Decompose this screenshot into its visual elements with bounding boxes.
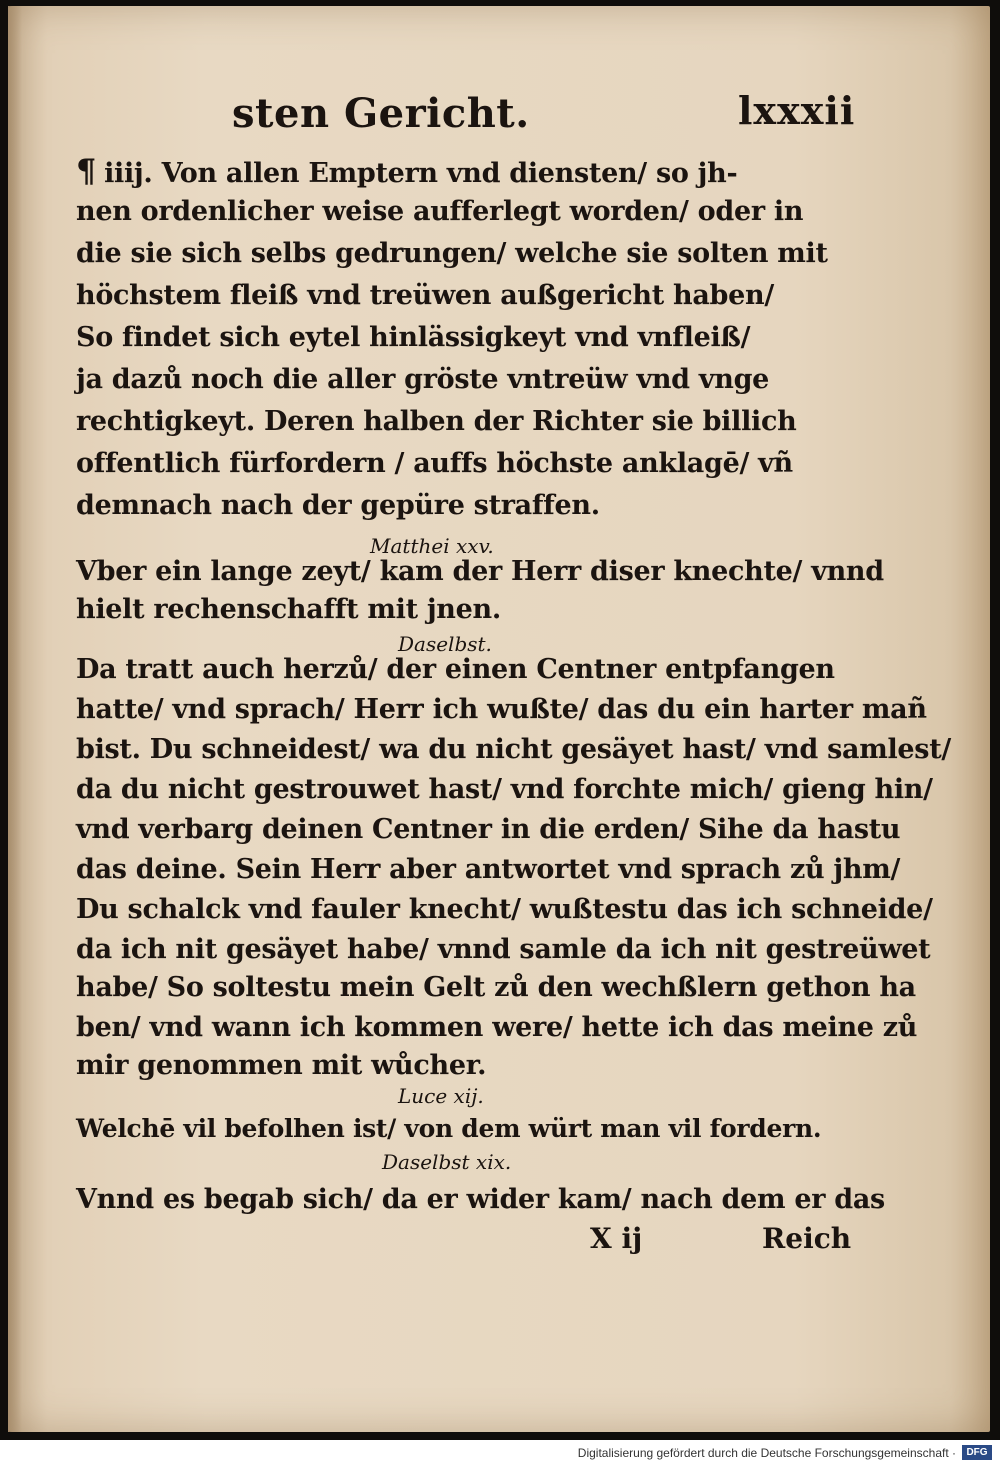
text-line: habe/ So soltestu mein Gelt zů den wechßlern gethon ha xyxy=(76,972,916,1003)
signature-mark: X ij xyxy=(590,1222,643,1255)
dfg-logo: DFG xyxy=(962,1445,992,1460)
text-line: nen ordenlicher weise aufferlegt worden/ oder in xyxy=(76,196,804,227)
pilcrow-mark: ¶ xyxy=(76,152,97,190)
catchword: Reich xyxy=(762,1222,852,1255)
text-line: höchstem fleiß vnd treüwen außgericht haben/ xyxy=(76,280,774,311)
text-line: demnach nach der gepüre straffen. xyxy=(76,490,600,521)
folio-number: lxxxii xyxy=(738,88,856,133)
running-title: sten Gericht. xyxy=(232,90,530,137)
text-line: Vnnd es begab sich/ da er wider kam/ nach dem er das xyxy=(76,1184,885,1215)
text-line: mir genommen mit wůcher. xyxy=(76,1050,487,1081)
text-line: rechtigkeyt. Deren halben der Richter sie billich xyxy=(76,406,797,437)
text-line: hatte/ vnd sprach/ Herr ich wußte/ das du ein harter mañ xyxy=(76,694,927,725)
scripture-reference: Luce xij. xyxy=(398,1084,484,1108)
text-line: offentlich fürfordern / auffs höchste anklagē/ vñ xyxy=(76,448,793,479)
footer-bar xyxy=(0,1440,1000,1466)
scripture-reference: Matthei xxv. xyxy=(370,534,494,558)
text-line: ja dazů noch die aller gröste vntreüw vnd vnge xyxy=(76,364,770,395)
text-line: ¶ iiij. Von allen Emptern vnd diensten/ so jh- xyxy=(76,152,738,190)
text-line: hielt rechenschafft mit jnen. xyxy=(76,594,501,625)
text-line: vnd verbarg deinen Centner in die erden/ Sihe da hastu xyxy=(76,814,901,845)
scripture-reference: Daselbst. xyxy=(398,632,492,656)
text-line: die sie sich selbs gedrungen/ welche sie solten mit xyxy=(76,238,828,269)
scripture-reference: Daselbst xix. xyxy=(382,1150,512,1174)
text-line: das deine. Sein Herr aber antwortet vnd sprach zů jhm/ xyxy=(76,854,901,885)
text-line: ben/ vnd wann ich kommen were/ hette ich das meine zů xyxy=(76,1012,918,1043)
text-line: So findet sich eytel hinlässigkeyt vnd vnfleiß/ xyxy=(76,322,751,353)
text-line: da du nicht gestrouwet hast/ vnd forchte mich/ gieng hin/ xyxy=(76,774,933,805)
text-line: Vber ein lange zeyt/ kam der Herr diser knechte/ vnnd xyxy=(76,556,884,587)
digitization-credit: Digitalisierung gefördert durch die Deutsche Forschungsgemeinschaft · xyxy=(577,1446,956,1460)
text-line: Da tratt auch herzů/ der einen Centner entpfangen xyxy=(76,654,835,685)
text-line: bist. Du schneidest/ wa du nicht gesäyet hast/ vnd samlest/ xyxy=(76,734,951,765)
text-line: Welchē vil befolhen ist/ von dem würt man vil fordern. xyxy=(76,1114,822,1143)
text-line: da ich nit gesäyet habe/ vnnd samle da ich nit gestreüwet xyxy=(76,934,931,965)
text-line: Du schalck vnd fauler knecht/ wußtestu das ich schneide/ xyxy=(76,894,933,925)
